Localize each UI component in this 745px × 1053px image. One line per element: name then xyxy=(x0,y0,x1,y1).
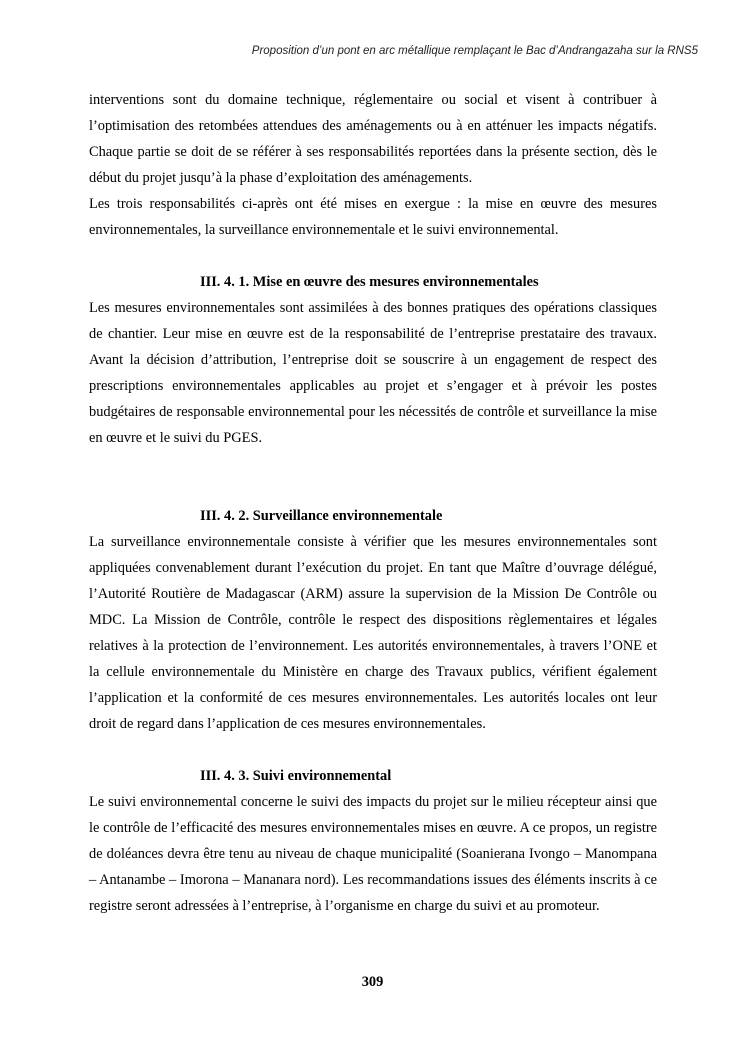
document-body xyxy=(89,87,657,919)
intro-paragraph-1: interventions sont du domaine technique, réglementaire ou social et visent à contribuer à l’optimisation des retombées attendues des aménagements ou à en atténuer les impacts négatifs. Chaque partie se doit de se référer à ses responsabilités reportées dans la présente section, dès le début du projet jusqu’à la phase d’exploitation des aménagements. xyxy=(89,92,657,186)
section-spacer xyxy=(89,737,657,763)
running-header: Proposition d’un pont en arc métallique remplaçant le Bac d’Andrangazaha sur la RNS5 xyxy=(251,45,698,57)
section-body-suivi: Le suivi environnemental concerne le suivi des impacts du projet sur le milieu récepteur ainsi que le contrôle de l’efficacité des mesures environnementales mises en œuvre. A ce propos, un registre de doléances devra être tenu au niveau de chaque municipalité (Soanierana Ivongo – Manompana – Antanambe – Imorona – Mananara nord). Les recommandations issues des éléments inscrits à ce registre seront adressées à l’entreprise, à l’organisme en charge du suivi et au promoteur. xyxy=(89,794,657,914)
section-body-mise-en-oeuvre: Les mesures environnementales sont assimilées à des bonnes pratiques des opérations classiques de chantier. Leur mise en œuvre est de la responsabilité de l’entreprise prestataire des travaux. Avant la décision d’attribution, l’entreprise doit se souscrire à un engagement de respect des prescriptions environnementales applicables au projet et s’engager et à prévoir les postes budgétaires de responsable environnemental pour les nécessités de contrôle et surveillance la mise en œuvre et le suivi du PGES. xyxy=(89,300,657,446)
section-body-surveillance: La surveillance environnementale consiste à vérifier que les mesures environnementales sont appliquées convenablement durant l’exécution du projet. En tant que Maître d’ouvrage délégué, l’Autorité Routière de Madagascar (ARM) assure la supervision de la Mission De Contrôle ou MDC. La Mission de Contrôle, contrôle le respect des dispositions règlementaires et légales relatives à la protection de l’environnement. Les autorités environnementales, à travers l’ONE et la cellule environnementale du Ministère en charge des Travaux publics, vérifient également l’application et la conformité de ces mesures environnementales. Les autorités locales ont leur droit de regard dans l’application de ces mesures environnementales. xyxy=(89,534,657,732)
section-heading-suivi: III. 4. 3. Suivi environnemental xyxy=(200,768,392,784)
page-number: 309 xyxy=(361,974,384,990)
intro-paragraph-2: Les trois responsabilités ci-après ont été mises en exergue : la mise en œuvre des mesures environnementales, la surveillance environnementale et le suivi environnemental. xyxy=(89,196,657,238)
section-heading-mise-en-oeuvre: III. 4. 1. Mise en œuvre des mesures environnementales xyxy=(200,274,539,290)
section-spacer xyxy=(89,243,657,269)
section-spacer xyxy=(89,451,657,503)
section-heading-surveillance: III. 4. 2. Surveillance environnementale xyxy=(200,508,443,524)
